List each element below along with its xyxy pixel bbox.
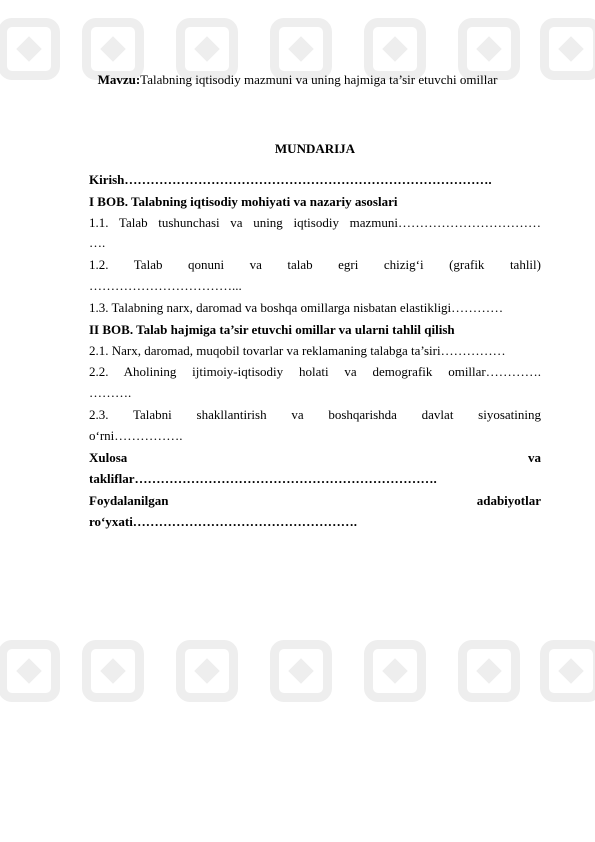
toc-entry-2-3-dots: o‘rni……………. bbox=[89, 428, 183, 443]
toc-heading: MUNDARIJA bbox=[274, 141, 356, 156]
toc-chapter-2[interactable]: II BOB. Talab hajmiga ta’sir etuvchi omillar va ularni tahlil qilish bbox=[89, 322, 455, 337]
toc-entry-1-1-dots: …. bbox=[89, 235, 106, 250]
toc-entry-conclusion-dots: takliflar……………………………………………………………. bbox=[89, 471, 437, 486]
toc-entry-references-dots: ro‘yxati……………………………………………. bbox=[89, 514, 358, 529]
topic-label: Mavzu: bbox=[97, 72, 141, 87]
toc-entry-1-1[interactable]: 1.1. Talab tushunchasi va uning iqtisodiy mazmuni…………………………… bbox=[89, 215, 541, 230]
toc-entry-references[interactable]: Foydalanilgan adabiyotlar bbox=[89, 493, 541, 508]
toc-entry-2-2[interactable]: 2.2. Aholining ijtimoiy-iqtisodiy holati va demografik omillar…………. bbox=[89, 364, 541, 379]
toc-chapter-1[interactable]: I BOB. Talabning iqtisodiy mohiyati va nazariy asoslari bbox=[89, 194, 398, 209]
topic-line bbox=[0, 72, 595, 88]
toc-entry-2-3[interactable]: 2.3. Talabni shakllantirish va boshqarishda davlat siyosatining bbox=[89, 407, 541, 422]
topic-text: Talabning iqtisodiy mazmuni va uning hajmiga ta’sir etuvchi omillar bbox=[140, 72, 498, 87]
toc-entry-2-2-dots: ………. bbox=[89, 385, 132, 400]
toc-entry-conclusion[interactable]: Xulosa va bbox=[89, 450, 541, 465]
toc-entry-2-1[interactable]: 2.1. Narx, daromad, muqobil tovarlar va reklamaning talabga ta’siri…………… bbox=[89, 343, 506, 358]
toc-entry-1-2-dots: ……………………………... bbox=[89, 278, 242, 293]
toc-entry-intro[interactable]: Kirish…………………………………………………………………………. bbox=[89, 172, 492, 187]
toc-entry-1-2[interactable]: 1.2. Talab qonuni va talab egri chizig‘i (grafik tahlil) bbox=[89, 257, 541, 272]
toc-entry-1-3[interactable]: 1.3. Talabning narx, daromad va boshqa omillarga nisbatan elastikligi………… bbox=[89, 300, 504, 315]
